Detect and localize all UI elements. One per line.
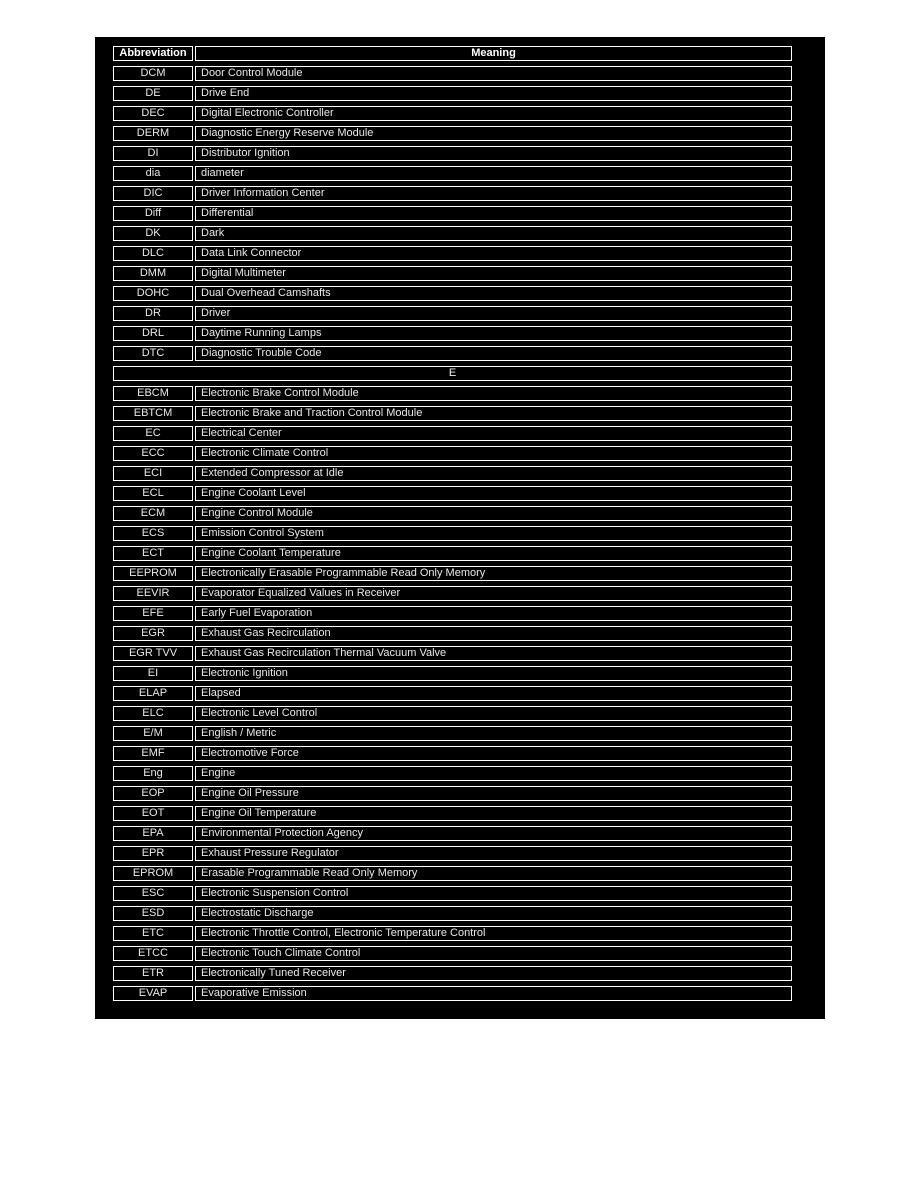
table-row <box>113 86 792 101</box>
document-panel <box>95 37 825 1019</box>
table-row <box>113 546 792 561</box>
abbreviation-cell: ESC <box>113 886 193 901</box>
table-row <box>113 606 792 621</box>
meaning-cell: Early Fuel Evaporation <box>195 606 792 621</box>
meaning-cell: English / Metric <box>195 726 792 741</box>
table-row <box>113 66 792 81</box>
meaning-cell: Diagnostic Energy Reserve Module <box>195 126 792 141</box>
meaning-cell: Erasable Programmable Read Only Memory <box>195 866 792 881</box>
table-row <box>113 866 792 881</box>
table-row <box>113 706 792 721</box>
table-row <box>113 466 792 481</box>
abbreviation-cell: DCM <box>113 66 193 81</box>
table-row <box>113 746 792 761</box>
table-row <box>113 986 792 1001</box>
table-row <box>113 106 792 121</box>
table-row <box>113 646 792 661</box>
meaning-cell: Electronic Brake and Traction Control Module <box>195 406 792 421</box>
meaning-cell: Driver Information Center <box>195 186 792 201</box>
abbreviation-cell: Diff <box>113 206 193 221</box>
table-row <box>113 506 792 521</box>
table-row <box>113 346 792 361</box>
abbreviation-cell: EPR <box>113 846 193 861</box>
table-row <box>113 246 792 261</box>
meaning-cell: Electronic Brake Control Module <box>195 386 792 401</box>
meaning-cell: Electronically Erasable Programmable Read Only Memory <box>195 566 792 581</box>
abbreviation-cell: DMM <box>113 266 193 281</box>
meaning-cell: Engine Coolant Temperature <box>195 546 792 561</box>
abbreviation-cell: DIC <box>113 186 193 201</box>
abbreviation-cell: ELC <box>113 706 193 721</box>
table-row <box>113 626 792 641</box>
table-row <box>113 926 792 941</box>
abbreviation-cell: DE <box>113 86 193 101</box>
abbreviation-cell: dia <box>113 166 193 181</box>
table-row <box>113 886 792 901</box>
abbreviation-cell: E/M <box>113 726 193 741</box>
table-row <box>113 326 792 341</box>
meaning-cell: Electronic Climate Control <box>195 446 792 461</box>
table-row <box>113 686 792 701</box>
meaning-cell: Digital Multimeter <box>195 266 792 281</box>
meaning-cell: Electronically Tuned Receiver <box>195 966 792 981</box>
abbreviation-cell: EOT <box>113 806 193 821</box>
abbreviation-cell: EBTCM <box>113 406 193 421</box>
meaning-cell: Diagnostic Trouble Code <box>195 346 792 361</box>
abbreviation-table <box>113 46 792 1006</box>
abbreviation-cell: DEC <box>113 106 193 121</box>
table-row <box>113 586 792 601</box>
abbreviation-cell: EC <box>113 426 193 441</box>
abbreviation-cell: EGR <box>113 626 193 641</box>
abbreviation-cell: EPA <box>113 826 193 841</box>
meaning-cell: Environmental Protection Agency <box>195 826 792 841</box>
table-row <box>113 166 792 181</box>
abbreviation-cell: Eng <box>113 766 193 781</box>
table-row <box>113 226 792 241</box>
header-abbreviation-label: Abbreviation <box>113 46 193 61</box>
table-row <box>113 206 792 221</box>
meaning-cell: Driver <box>195 306 792 321</box>
table-row <box>113 966 792 981</box>
abbreviation-cell: EGR TVV <box>113 646 193 661</box>
section-separator-row <box>113 366 792 381</box>
abbreviation-cell: DERM <box>113 126 193 141</box>
abbreviation-cell: EBCM <box>113 386 193 401</box>
abbreviation-cell: ECM <box>113 506 193 521</box>
table-row <box>113 786 792 801</box>
meaning-cell: Engine Control Module <box>195 506 792 521</box>
abbreviation-cell: EI <box>113 666 193 681</box>
table-row <box>113 286 792 301</box>
abbreviation-cell: EFE <box>113 606 193 621</box>
meaning-cell: Engine <box>195 766 792 781</box>
table-row <box>113 846 792 861</box>
abbreviation-cell: ETCC <box>113 946 193 961</box>
table-row <box>113 766 792 781</box>
meaning-cell: Data Link Connector <box>195 246 792 261</box>
meaning-cell: Electrical Center <box>195 426 792 441</box>
meaning-cell: Door Control Module <box>195 66 792 81</box>
table-row <box>113 906 792 921</box>
abbreviation-cell: ECI <box>113 466 193 481</box>
table-row <box>113 266 792 281</box>
abbreviation-cell: ECS <box>113 526 193 541</box>
table-row <box>113 946 792 961</box>
abbreviation-cell: DI <box>113 146 193 161</box>
table-row <box>113 146 792 161</box>
meaning-cell: Differential <box>195 206 792 221</box>
meaning-cell: Electrostatic Discharge <box>195 906 792 921</box>
table-row <box>113 446 792 461</box>
table-row <box>113 806 792 821</box>
table-row <box>113 526 792 541</box>
meaning-cell: Engine Oil Pressure <box>195 786 792 801</box>
abbreviation-cell: ELAP <box>113 686 193 701</box>
abbreviation-cell: DTC <box>113 346 193 361</box>
meaning-cell: Engine Oil Temperature <box>195 806 792 821</box>
meaning-cell: Exhaust Gas Recirculation <box>195 626 792 641</box>
abbreviation-cell: ECC <box>113 446 193 461</box>
table-row <box>113 486 792 501</box>
meaning-cell: Electronic Touch Climate Control <box>195 946 792 961</box>
abbreviation-cell: DLC <box>113 246 193 261</box>
abbreviation-cell: ESD <box>113 906 193 921</box>
meaning-cell: Digital Electronic Controller <box>195 106 792 121</box>
abbreviation-cell: DRL <box>113 326 193 341</box>
meaning-cell: Electronic Ignition <box>195 666 792 681</box>
meaning-cell: Elapsed <box>195 686 792 701</box>
meaning-cell: Distributor Ignition <box>195 146 792 161</box>
meaning-cell: diameter <box>195 166 792 181</box>
abbreviation-cell: DOHC <box>113 286 193 301</box>
meaning-cell: Exhaust Gas Recirculation Thermal Vacuum Valve <box>195 646 792 661</box>
meaning-cell: Daytime Running Lamps <box>195 326 792 341</box>
meaning-cell: Extended Compressor at Idle <box>195 466 792 481</box>
table-row <box>113 726 792 741</box>
table-row <box>113 126 792 141</box>
table-row <box>113 406 792 421</box>
abbreviation-cell: EEPROM <box>113 566 193 581</box>
header-meaning-label: Meaning <box>195 46 792 61</box>
meaning-cell: Evaporative Emission <box>195 986 792 1001</box>
section-separator-label: E <box>113 366 792 381</box>
meaning-cell: Electronic Throttle Control, Electronic Temperature Control <box>195 926 792 941</box>
table-row <box>113 426 792 441</box>
meaning-cell: Electromotive Force <box>195 746 792 761</box>
table-body <box>113 66 792 1001</box>
abbreviation-cell: ECL <box>113 486 193 501</box>
abbreviation-cell: EEVIR <box>113 586 193 601</box>
meaning-cell: Evaporator Equalized Values in Receiver <box>195 586 792 601</box>
meaning-cell: Drive End <box>195 86 792 101</box>
meaning-cell: Engine Coolant Level <box>195 486 792 501</box>
abbreviation-cell: DR <box>113 306 193 321</box>
abbreviation-cell: EMF <box>113 746 193 761</box>
table-row <box>113 306 792 321</box>
meaning-cell: Electronic Suspension Control <box>195 886 792 901</box>
table-header-row <box>113 46 792 61</box>
meaning-cell: Electronic Level Control <box>195 706 792 721</box>
abbreviation-cell: EVAP <box>113 986 193 1001</box>
table-row <box>113 566 792 581</box>
table-row <box>113 186 792 201</box>
table-row <box>113 386 792 401</box>
abbreviation-cell: ETR <box>113 966 193 981</box>
abbreviation-cell: EPROM <box>113 866 193 881</box>
meaning-cell: Dual Overhead Camshafts <box>195 286 792 301</box>
table-row <box>113 666 792 681</box>
abbreviation-cell: EOP <box>113 786 193 801</box>
abbreviation-cell: DK <box>113 226 193 241</box>
table-row <box>113 826 792 841</box>
meaning-cell: Exhaust Pressure Regulator <box>195 846 792 861</box>
meaning-cell: Dark <box>195 226 792 241</box>
abbreviation-cell: ETC <box>113 926 193 941</box>
abbreviation-cell: ECT <box>113 546 193 561</box>
meaning-cell: Emission Control System <box>195 526 792 541</box>
